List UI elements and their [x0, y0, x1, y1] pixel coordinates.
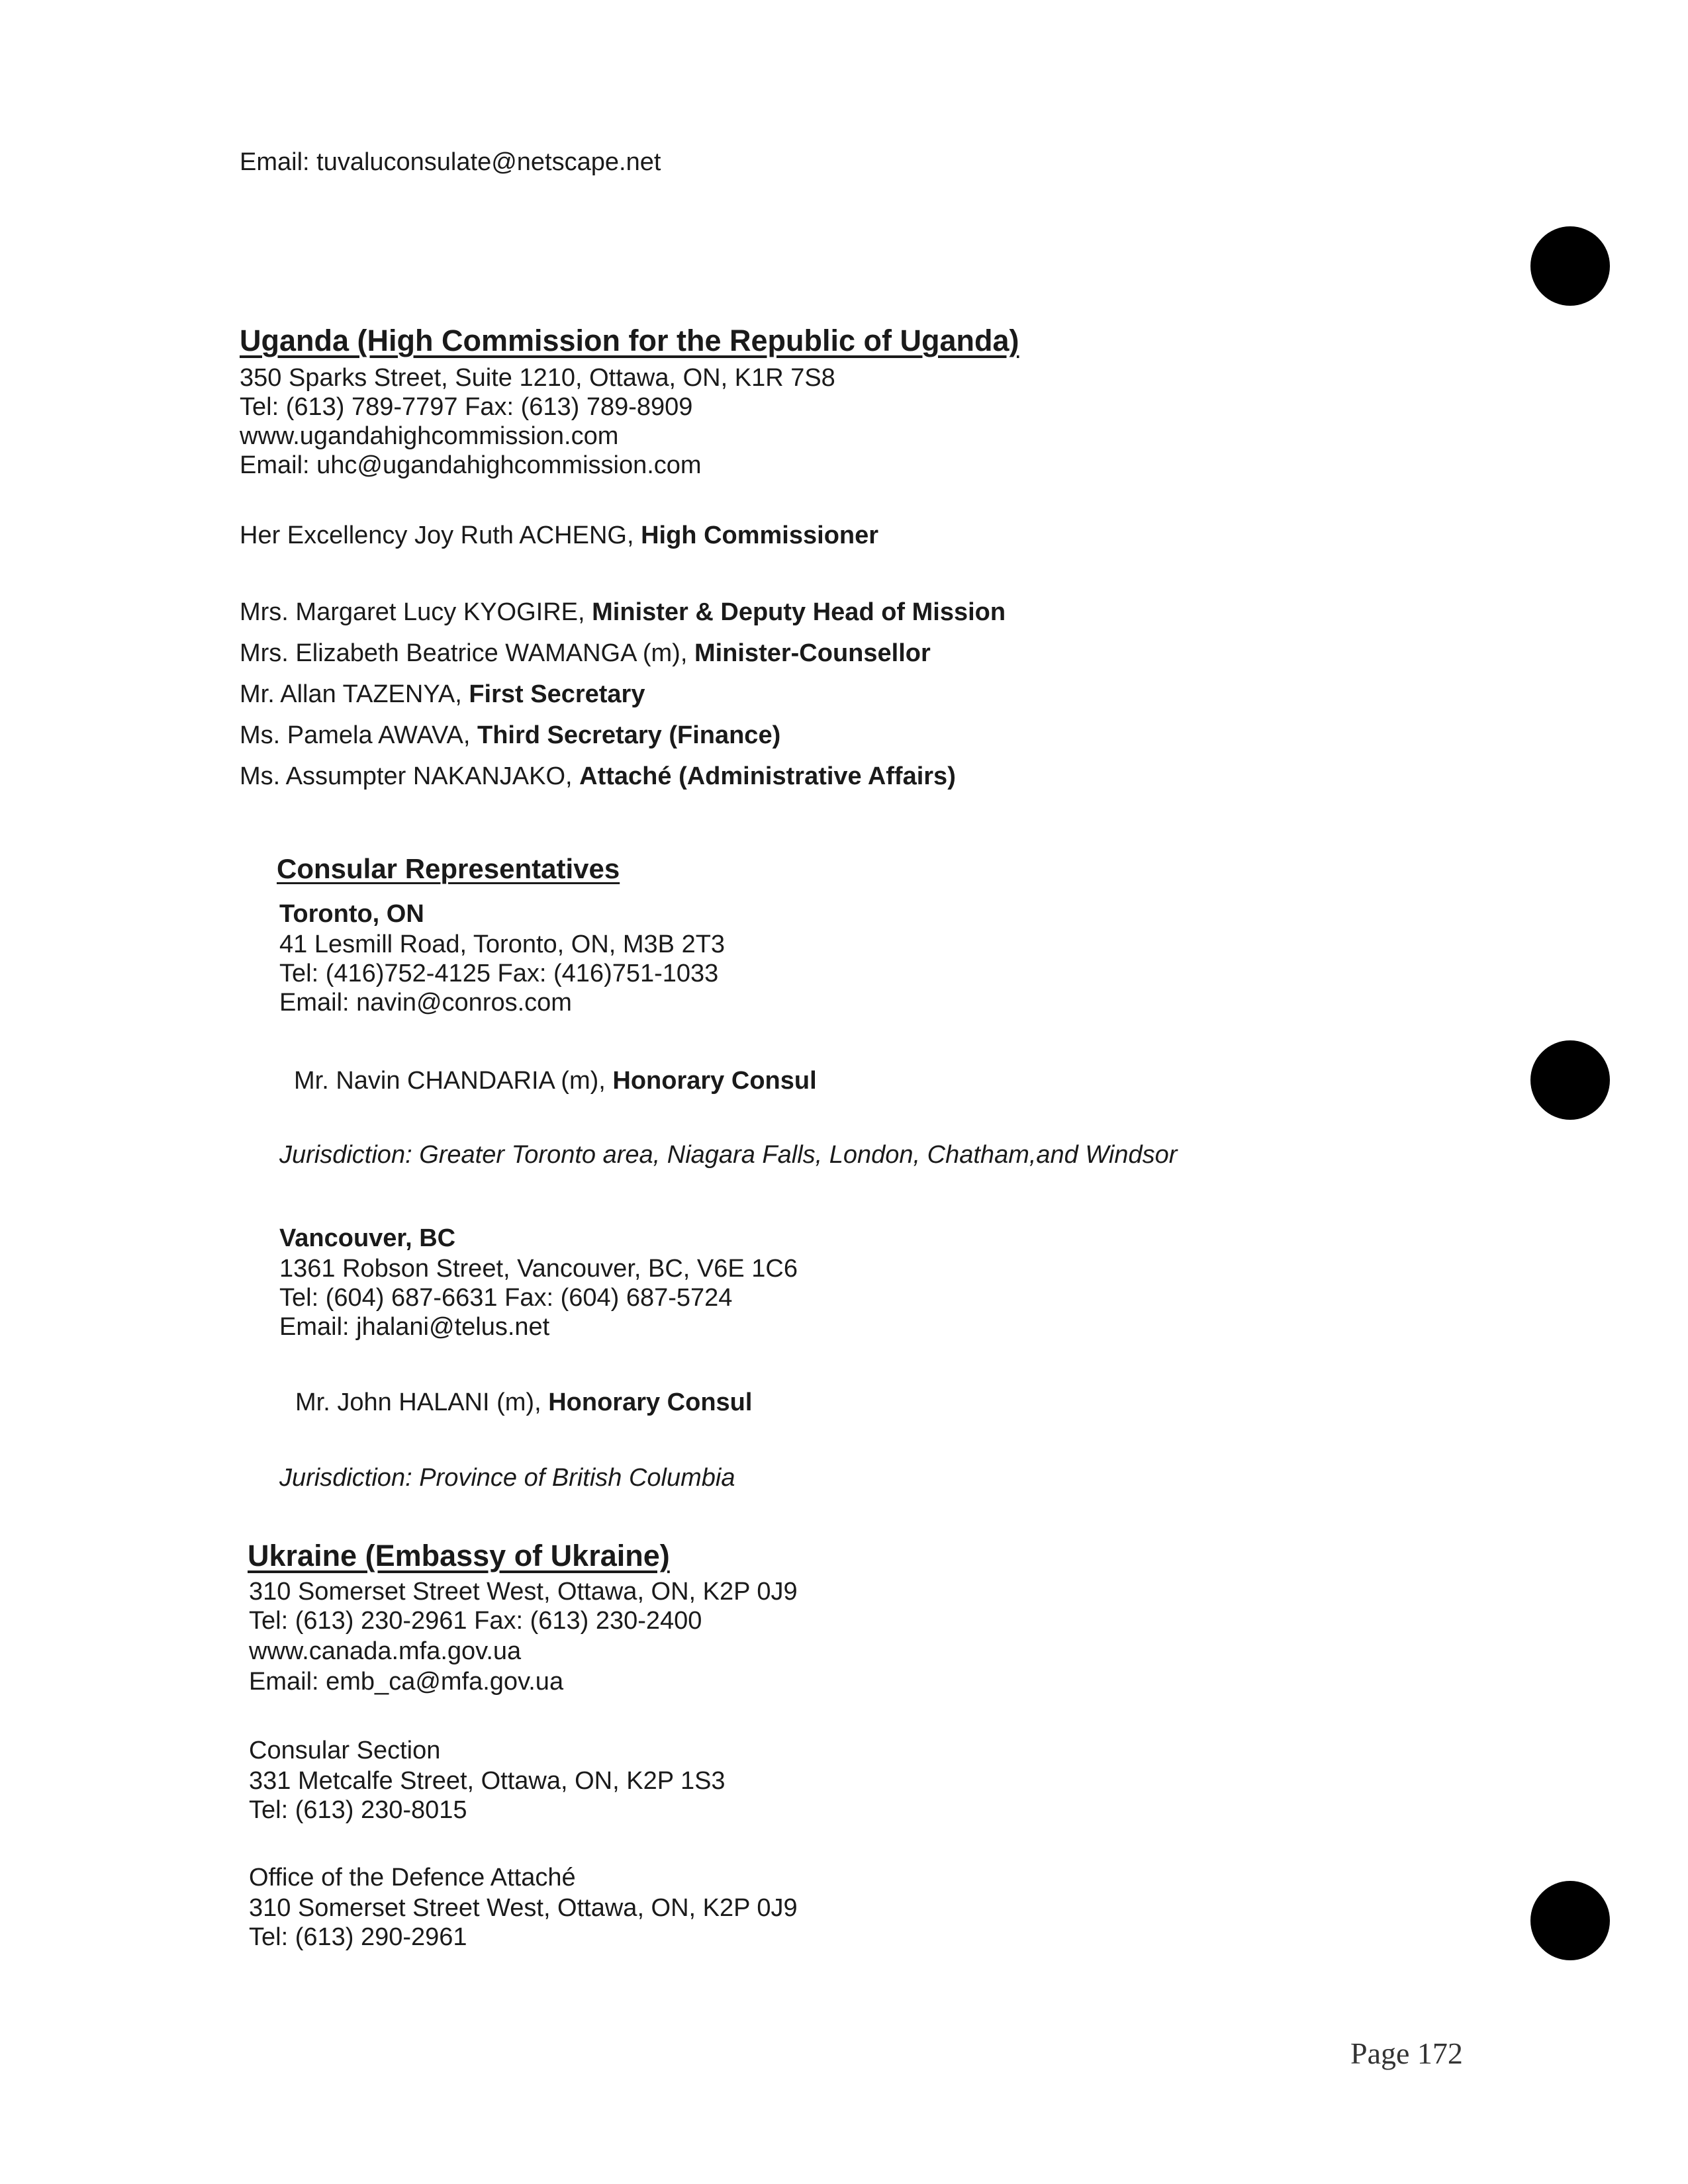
staff-title: Third Secretary (Finance) — [477, 721, 781, 749]
vancouver-consul — [295, 1387, 752, 1418]
uganda-website: www.ugandahighcommission.com — [240, 422, 619, 450]
vancouver-tel-fax: Tel: (604) 687-6631 Fax: (604) 687-5724 — [279, 1284, 733, 1312]
toronto-email: Email: navin@conros.com — [279, 989, 572, 1017]
uganda-head-of-mission — [240, 520, 878, 551]
consul-title: Honorary Consul — [548, 1388, 753, 1416]
toronto-city: Toronto, ON — [279, 900, 424, 928]
consul-name: Mr. John HALANI (m), — [295, 1388, 549, 1416]
toronto-tel-fax: Tel: (416)752-4125 Fax: (416)751-1033 — [279, 960, 719, 987]
staff-title: Attaché (Administrative Affairs) — [579, 762, 956, 790]
head-name: Her Excellency Joy Ruth ACHENG, — [240, 522, 641, 549]
ukraine-address: 310 Somerset Street West, Ottawa, ON, K2P 0J9 — [249, 1578, 798, 1606]
vancouver-address: 1361 Robson Street, Vancouver, BC, V6E 1C6 — [279, 1255, 798, 1283]
defence-office-tel: Tel: (613) 290-2961 — [249, 1923, 467, 1951]
consul-name: Mr. Navin CHANDARIA (m), — [294, 1067, 613, 1095]
consul-title: Honorary Consul — [612, 1067, 817, 1095]
staff-row — [240, 597, 1006, 627]
staff-row — [240, 720, 780, 751]
punch-hole-bottom — [1530, 1881, 1610, 1960]
vancouver-email: Email: jhalani@telus.net — [279, 1313, 550, 1341]
ukraine-website: www.canada.mfa.gov.ua — [249, 1637, 522, 1665]
staff-title: First Secretary — [469, 680, 645, 708]
ukraine-heading: Ukraine (Embassy of Ukraine) — [248, 1539, 670, 1572]
consular-section-tel: Tel: (613) 230-8015 — [249, 1796, 467, 1824]
staff-title: Minister & Deputy Head of Mission — [592, 598, 1006, 626]
staff-name: Ms. Assumpter NAKANJAKO, — [240, 762, 580, 790]
staff-row — [240, 761, 956, 792]
staff-name: Mrs. Margaret Lucy KYOGIRE, — [240, 598, 592, 626]
staff-name: Mrs. Elizabeth Beatrice WAMANGA (m), — [240, 639, 694, 667]
defence-office-title: Office of the Defence Attaché — [249, 1864, 576, 1891]
toronto-consul — [294, 1066, 817, 1096]
page-number: Page 172 — [1350, 2036, 1463, 2070]
consular-section-address: 331 Metcalfe Street, Ottawa, ON, K2P 1S3 — [249, 1767, 726, 1795]
head-title: High Commissioner — [641, 522, 879, 549]
staff-title: Minister-Counsellor — [694, 639, 931, 667]
ukraine-email: Email: emb_ca@mfa.gov.ua — [249, 1668, 564, 1696]
staff-row — [240, 638, 931, 668]
uganda-tel-fax: Tel: (613) 789-7797 Fax: (613) 789-8909 — [240, 393, 693, 421]
uganda-address: 350 Sparks Street, Suite 1210, Ottawa, ON, K1R 7S8 — [240, 364, 835, 392]
consular-section-title: Consular Section — [249, 1737, 441, 1764]
staff-name: Ms. Pamela AWAVA, — [240, 721, 477, 749]
defence-office-address: 310 Somerset Street West, Ottawa, ON, K2P 0J9 — [249, 1894, 798, 1922]
punch-hole-top — [1530, 226, 1610, 306]
ukraine-tel-fax: Tel: (613) 230-2961 Fax: (613) 230-2400 — [249, 1607, 702, 1635]
staff-name: Mr. Allan TAZENYA, — [240, 680, 469, 708]
toronto-address: 41 Lesmill Road, Toronto, ON, M3B 2T3 — [279, 931, 726, 958]
consular-heading: Consular Representatives — [277, 853, 620, 884]
staff-row — [240, 679, 645, 709]
tuvalu-email: Email: tuvaluconsulate@netscape.net — [240, 148, 661, 176]
vancouver-jurisdiction: Jurisdiction: Province of British Columbia — [279, 1464, 735, 1492]
vancouver-city: Vancouver, BC — [279, 1224, 456, 1252]
uganda-heading: Uganda (High Commission for the Republic of Uganda) — [240, 324, 1019, 357]
punch-hole-middle — [1530, 1040, 1610, 1120]
toronto-jurisdiction: Jurisdiction: Greater Toronto area, Niagara Falls, London, Chatham,and Windsor — [279, 1141, 1178, 1169]
uganda-email: Email: uhc@ugandahighcommission.com — [240, 451, 702, 479]
